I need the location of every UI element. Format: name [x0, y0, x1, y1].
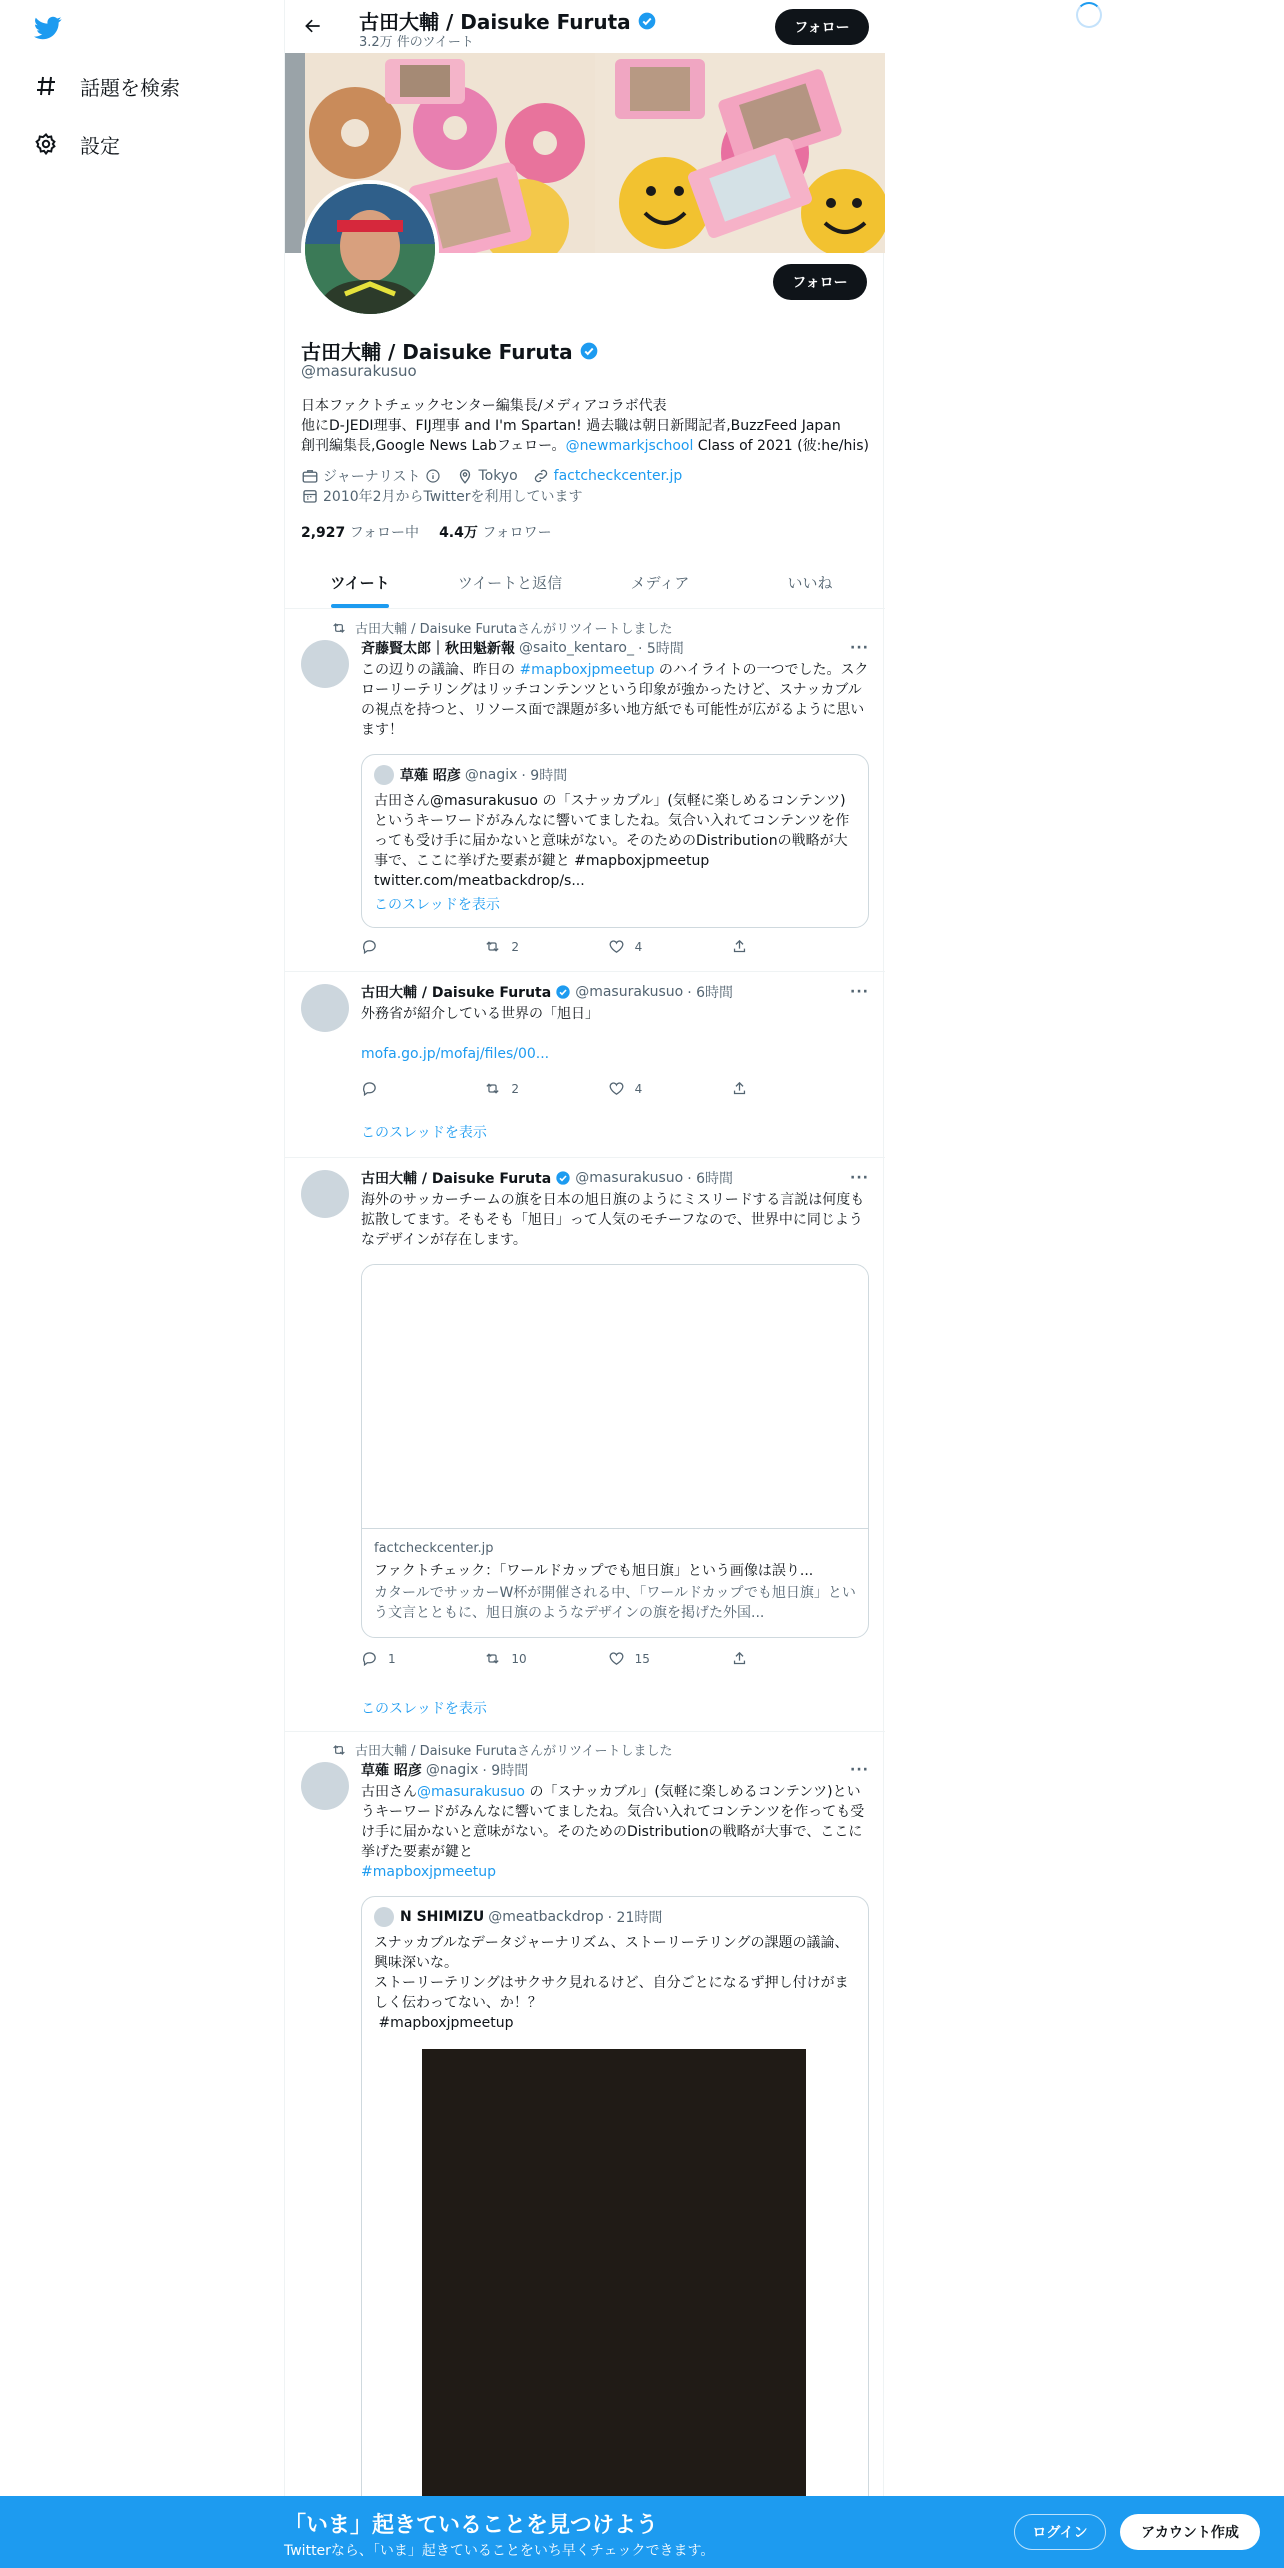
quoted-tweet[interactable]	[361, 754, 869, 928]
retweet-button[interactable]	[484, 938, 544, 955]
quote-time: · 21時間	[607, 1910, 663, 1926]
tweet-time[interactable]: · 6時間	[687, 985, 734, 1001]
retweet-context	[331, 618, 672, 637]
quote-line-3: #mapboxjpmeetup	[374, 2015, 514, 2031]
header-follow-button[interactable]: フォロー	[775, 9, 869, 45]
more-options-icon[interactable]: ···	[850, 1762, 869, 1778]
retweet-context	[331, 1740, 672, 1759]
like-button[interactable]	[608, 1080, 668, 1097]
quote-show-thread-link[interactable]: このスレッドを表示	[374, 897, 500, 913]
hashtag-icon	[34, 74, 58, 98]
login-button[interactable]: ログイン	[1014, 2514, 1106, 2550]
reply-button[interactable]	[361, 938, 421, 955]
verified-badge-icon	[637, 11, 657, 31]
location-text: Tokyo	[478, 468, 518, 484]
bio-line-3-prefix: 創刊編集長,Google News Labフェロー。	[301, 438, 566, 454]
avatar[interactable]	[301, 1170, 349, 1218]
reply-button[interactable]	[361, 1650, 421, 1667]
quote-header	[374, 1907, 662, 1927]
profile-avatar[interactable]	[301, 180, 439, 318]
followers-label: フォロワー	[482, 525, 552, 541]
reply-icon	[361, 938, 378, 955]
heart-icon	[608, 1650, 625, 1667]
website-link[interactable]: factcheckcenter.jp	[553, 468, 683, 484]
share-button[interactable]	[731, 938, 791, 955]
location-pin-icon	[456, 467, 474, 485]
main-column	[284, 0, 884, 2568]
avatar[interactable]	[301, 1762, 349, 1810]
info-icon[interactable]	[424, 467, 442, 485]
avatar	[374, 1907, 394, 1927]
author-name[interactable]: 斉藤賢太郎｜秋田魁新報	[361, 641, 515, 657]
profile-name	[301, 336, 599, 365]
like-button[interactable]	[608, 1650, 668, 1667]
share-button[interactable]	[731, 1080, 791, 1097]
like-count: 15	[634, 1651, 650, 1666]
following-label: フォロー中	[349, 525, 420, 541]
quote-text	[374, 1933, 858, 2033]
tweet-text-prefix: 古田さん	[361, 1784, 417, 1800]
tweet-text-suffix: のハイライトの一つでした。スクローリーテリングはリッチコンテンツという印象が強かったけど、スナッカブルの視点を持つと、リソース面で課題が多い地方紙でも可能性が広がるように思います！	[361, 662, 869, 738]
reply-icon	[361, 1650, 378, 1667]
profile-handle: @masurakusuo	[301, 362, 417, 380]
hashtag-link[interactable]: #mapboxjpmeetup	[361, 1864, 497, 1880]
tweet-header	[361, 1760, 869, 1780]
verified-badge-icon	[555, 1170, 571, 1186]
share-button[interactable]	[731, 1650, 791, 1667]
more-options-icon[interactable]: ···	[850, 984, 869, 1000]
tab-likes[interactable]: いいね	[787, 573, 833, 592]
header-name: 古田大輔 / Daisuke Furuta	[359, 10, 631, 34]
avatar[interactable]	[301, 984, 349, 1032]
nav-settings-label: 設定	[80, 133, 120, 158]
more-options-icon[interactable]: ···	[850, 1170, 869, 1186]
back-button[interactable]	[299, 12, 327, 40]
tweet-text: 外務省が紹介している世界の「旭日」	[361, 1006, 599, 1022]
avatar	[374, 765, 394, 785]
tab-tweets-and-replies[interactable]: ツイートと返信	[457, 573, 563, 592]
author-handle[interactable]: @saito_kentaro_	[519, 640, 634, 656]
bio-line-2: 他にD-JEDI理事、FIJ理事 and I'm Spartan! 過去職は朝日新聞記者,BuzzFeed Japan	[301, 418, 841, 434]
quote-media-image[interactable]	[422, 2049, 806, 2568]
joined-row	[301, 486, 582, 506]
tweet-text	[361, 660, 869, 740]
reply-button[interactable]	[361, 1080, 421, 1097]
twitter-logo-icon[interactable]	[32, 14, 64, 42]
retweet-icon	[484, 938, 501, 955]
tweet-text: 海外のサッカーチームの旗を日本の旭日旗のようにミスリードする言説は何度も拡散してます。そもそも「旭日」って人気のモチーフなので、世界中に同じようなデザインが存在します。	[361, 1192, 865, 1248]
tweet-header	[361, 982, 869, 1002]
location-item	[456, 467, 517, 485]
retweet-context-text: 古田大輔 / Daisuke Furutaさんがリツイートしました	[355, 1744, 673, 1759]
retweet-count: 10	[511, 1651, 527, 1666]
tweet-item[interactable]	[285, 972, 885, 1158]
link-card-title: ファクトチェック：「ワールドカップでも旭日旗」という画像は誤り...	[374, 1563, 814, 1579]
tweet-actions	[361, 938, 791, 955]
tweet-actions	[361, 1080, 791, 1097]
author-handle[interactable]: @nagix	[425, 1762, 479, 1778]
tweet-actions	[361, 1650, 791, 1667]
verified-badge-icon	[555, 984, 571, 1000]
share-icon	[731, 1650, 748, 1667]
mention-link[interactable]: @masurakusuo	[417, 1784, 526, 1800]
quote-author-name: 草薙 昭彦	[400, 768, 461, 784]
arrow-left-icon	[303, 16, 323, 36]
nav-explore-label: 話題を検索	[80, 75, 180, 100]
tweet-text	[361, 1782, 869, 1882]
bio-line-1: 日本ファクトチェックセンター編集長/メディアコラボ代表	[301, 398, 667, 414]
retweet-icon	[331, 620, 347, 636]
avatar[interactable]	[301, 640, 349, 688]
like-count: 4	[634, 1081, 643, 1096]
tweet-header	[361, 1168, 869, 1188]
quote-line-2: ストーリーテリングはサクサク見れるけど、自分ごとになるず押し付けがましく伝わってない、か！？	[374, 1975, 849, 2011]
tweet-link[interactable]: mofa.go.jp/mofaj/files/00...	[361, 1046, 550, 1062]
occupation-item	[301, 466, 442, 486]
followers-count: 4.4万	[439, 525, 478, 541]
profile-name-text: 古田大輔 / Daisuke Furuta	[301, 340, 573, 364]
reply-count: 1	[388, 1651, 396, 1666]
bio-mention-link[interactable]: @newmarkjschool	[565, 438, 694, 454]
gear-icon	[34, 132, 58, 156]
briefcase-icon	[301, 467, 319, 485]
retweet-count: 2	[511, 939, 519, 954]
profile-meta-row	[301, 466, 682, 486]
retweet-button[interactable]	[484, 1650, 544, 1667]
show-thread-link[interactable]: このスレッドを表示	[361, 1701, 487, 1717]
tweet-time[interactable]: · 6時間	[687, 1171, 734, 1187]
heart-icon	[608, 1080, 625, 1097]
tweet-text-suffix: の「スナッカブル」(気軽に楽しめるコンテンツ)というキーワードがみんなに響いてましたね。気合い入れてコンテンツを作っても受け手に届かないと意味がない。そのためのDistributionの戦略が大事で、ここに挙げた要素が鍵と	[361, 1784, 865, 1860]
show-thread-link[interactable]: このスレッドを表示	[361, 1125, 487, 1141]
retweet-button[interactable]	[484, 1080, 544, 1097]
tweet-time[interactable]: · 9時間	[482, 1763, 529, 1779]
link-icon	[532, 467, 550, 485]
nav-settings[interactable]	[34, 124, 120, 164]
author-name[interactable]: 古田大輔 / Daisuke Furuta	[361, 1171, 552, 1187]
tweet-item[interactable]	[285, 1732, 885, 2568]
link-card-description: カタールでサッカーW杯が開催される中、「ワールドカップでも旭日旗」という文言とともに、旭日旗のようなデザインの旗を掲げた外国...	[374, 1585, 856, 1621]
link-card[interactable]	[361, 1264, 869, 1638]
tweet-time[interactable]: · 5時間	[638, 641, 684, 657]
quote-text: 古田さん@masurakusuo の「スナッカブル」(気軽に楽しめるコンテンツ)というキーワードがみんなに響いてましたね。気合い入れてコンテンツを作っても受け手に届かないと意味がない。そのためのDistributionの戦略が大事で、ここに挙げた要素が鍵と #mapboxjpmeetup twitter.com/meatbackdrop/s...	[374, 793, 850, 889]
verified-badge-icon	[579, 341, 599, 361]
quote-author-name: N SHIMIZU	[400, 1909, 485, 1925]
nav-explore[interactable]	[34, 66, 180, 106]
share-icon	[731, 1080, 748, 1097]
quote-author-handle: @meatbackdrop	[488, 1909, 604, 1925]
tab-tweets[interactable]: ツイート	[285, 556, 435, 608]
link-card-image	[362, 1265, 869, 1529]
reply-icon	[361, 1080, 378, 1097]
quote-line-1: スナッカブルなデータジャーナリズム、ストーリーテリングの課題の議論、興味深いな。	[374, 1935, 849, 1971]
tweet-header	[361, 638, 869, 658]
heart-icon	[608, 938, 625, 955]
occupation-text: ジャーナリスト	[323, 469, 421, 485]
following-stat[interactable]	[301, 522, 419, 542]
quote-time: · 9時間	[521, 768, 568, 784]
avatar-photo-graphic	[305, 184, 435, 314]
followers-stat[interactable]	[439, 522, 552, 542]
author-handle[interactable]: @masurakusuo	[575, 1170, 684, 1186]
quoted-tweet[interactable]	[361, 1896, 869, 2568]
author-handle[interactable]: @masurakusuo	[575, 984, 684, 1000]
joined-text: 2010年2月からTwitterを利用しています	[323, 489, 583, 505]
bio-line-3-suffix: Class of 2021 (彼:he/his)	[693, 438, 870, 454]
tweet-item[interactable]	[285, 610, 885, 972]
like-button[interactable]	[608, 938, 668, 955]
retweet-icon	[331, 1742, 347, 1758]
like-count: 4	[634, 939, 643, 954]
bio-line-3	[301, 436, 871, 456]
share-icon	[731, 938, 748, 955]
quote-header	[374, 765, 567, 785]
link-card-domain: factcheckcenter.jp	[374, 1541, 494, 1556]
website-item	[532, 467, 683, 485]
signup-button[interactable]: アカウント作成	[1120, 2514, 1260, 2550]
profile-header-bar	[285, 0, 885, 53]
signup-banner-title: 「いま」起きていることを見つけよう	[284, 2513, 659, 2538]
quote-author-handle: @nagix	[464, 767, 518, 783]
retweet-icon	[484, 1080, 501, 1097]
header-tweet-count: 3.2万 件のツイート	[359, 35, 474, 50]
follow-stats	[301, 522, 552, 542]
author-name[interactable]: 草薙 昭彦	[361, 1763, 422, 1779]
profile-tabs	[285, 556, 885, 609]
tweet-item[interactable]	[285, 1158, 885, 1732]
calendar-icon	[301, 487, 319, 505]
loading-spinner-icon	[1076, 2, 1102, 28]
profile-bio	[301, 396, 871, 456]
following-count: 2,927	[301, 525, 346, 541]
author-name[interactable]: 古田大輔 / Daisuke Furuta	[361, 985, 552, 1001]
signup-banner-subtitle: Twitterなら、「いま」起きていることをいち早くチェックできます。	[284, 2543, 715, 2559]
retweet-context-text: 古田大輔 / Daisuke Furutaさんがリツイートしました	[355, 622, 673, 637]
hashtag-link[interactable]: #mapboxjpmeetup	[519, 662, 655, 678]
retweet-count: 2	[511, 1081, 519, 1096]
tab-media[interactable]: メディア	[630, 573, 690, 592]
profile-follow-button[interactable]: フォロー	[773, 264, 867, 300]
signup-banner	[0, 2496, 1284, 2568]
retweet-icon	[484, 1650, 501, 1667]
tweet-text-prefix: この辺りの議論、昨日の	[361, 662, 520, 678]
more-options-icon[interactable]: ···	[850, 640, 869, 656]
